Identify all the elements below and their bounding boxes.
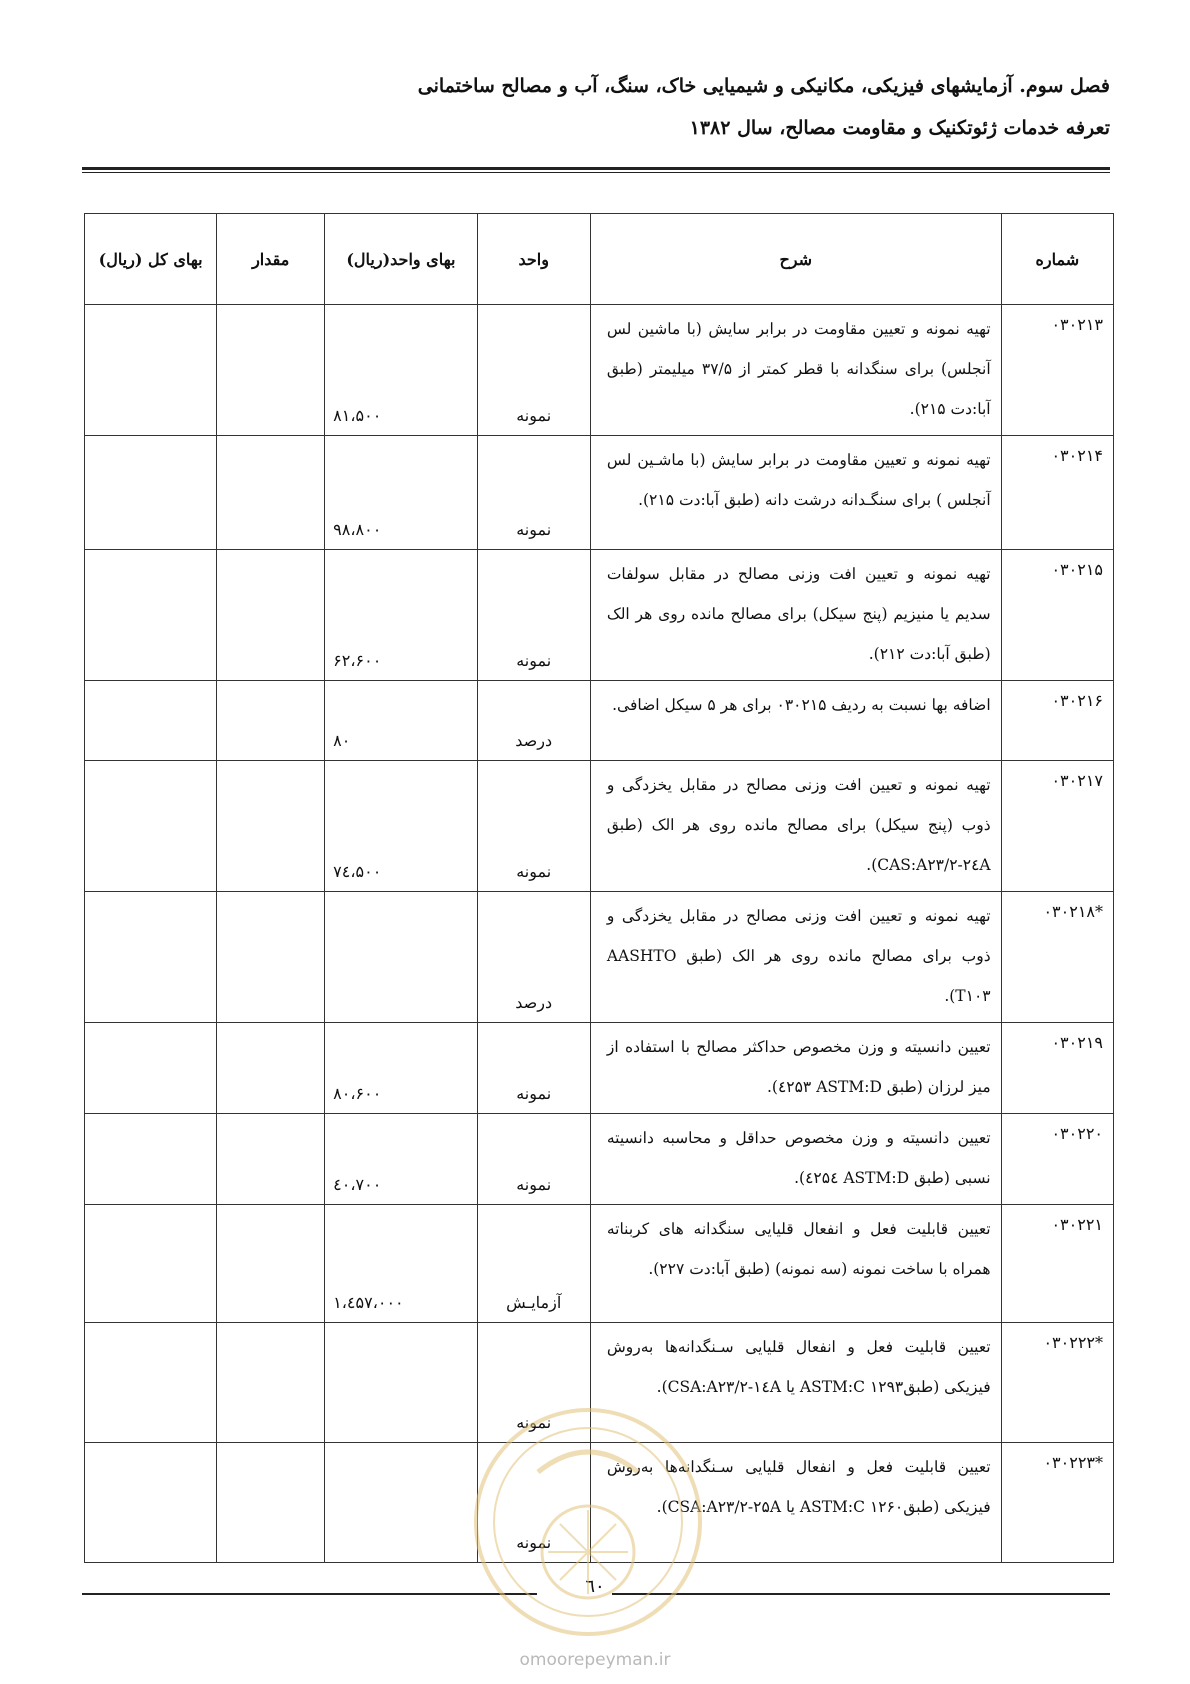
row-number: ۰۳۰۲۱۴ [1001,436,1113,550]
row-total [85,1114,217,1205]
table-row [85,436,1114,550]
row-total [85,436,217,550]
table-row [85,1205,1114,1323]
row-unit-price: ۸۰،۶۰۰ [325,1023,477,1114]
table-row [85,761,1114,892]
row-total [85,1443,217,1563]
row-quantity [217,681,325,761]
row-description: تعیین قابلیت فعل و انفعال قلیایی سنگدانه های کربناته همراه با ساخت نمونه (سه نمونه) (طبق آبا:دت ۲۲۷). [590,1205,1001,1323]
row-quantity [217,305,325,436]
row-unit-price: ٤۰،۷۰۰ [325,1114,477,1205]
row-description: تعیین دانسیته و وزن مخصوص حداقل و محاسبه دانسیته نسبی (طبق ASTM:D ٤۲۵٤). [590,1114,1001,1205]
table-row [85,892,1114,1023]
row-unit-price [325,892,477,1023]
row-description: تعیین قابلیت فعل و انفعال قلیایی سـنگدانه‌ها به‌روش فیزیکی (طبق۱۲۹۳ ASTM:C یا CSA:A۲۳/۲-۱٤A). [590,1323,1001,1443]
tariff-subtitle: تعرفه خدمات ژئوتکنیک و مقاومت مصالح، سال ۱۳۸۲ [689,117,1110,139]
row-number: *۰۳۰۲۲۲ [1001,1323,1113,1443]
table-row [85,1023,1114,1114]
row-quantity [217,1443,325,1563]
row-unit: نمونه [477,761,590,892]
row-unit-price: ۹۸،۸۰۰ [325,436,477,550]
table-row [85,1443,1114,1563]
row-quantity [217,1023,325,1114]
row-description: تهیه نمونه و تعیین افت وزنی مصالح در مقابل یخزدگی و ذوب برای مصالح مانده روی هر الک (طبق AASHTO T۱۰۳). [590,892,1001,1023]
row-number: ۰۳۰۲۱۳ [1001,305,1113,436]
table-row [85,1114,1114,1205]
footer-rule-left [82,1593,537,1595]
row-total [85,892,217,1023]
chapter-title: فصل سوم. آزمایشهای فیزیکی، مکانیکی و شیمیایی خاک، سنگ، آب و مصالح ساختمانی [417,75,1110,97]
row-unit-price [325,1323,477,1443]
row-unit-price: ۱،٤۵۷،۰۰۰ [325,1205,477,1323]
row-description: تهیه نمونه و تعیین افت وزنی مصالح در مقابل یخزدگی و ذوب (پنج سیکل) برای مصالح مانده روی هر الک (طبق CAS:A۲۳/۲-۲٤A). [590,761,1001,892]
row-number: *۰۳۰۲۲۳ [1001,1443,1113,1563]
header-rule [82,167,1110,173]
table-row [85,550,1114,681]
row-total [85,1023,217,1114]
col-header-unit: واحد [477,214,590,305]
row-quantity [217,1323,325,1443]
row-number: ۰۳۰۲۱۶ [1001,681,1113,761]
row-quantity [217,892,325,1023]
row-total [85,305,217,436]
row-description: تعیین دانسیته و وزن مخصوص حداکثر مصالح با استفاده از میز لرزان (طبق ASTM:D ٤۲۵۳). [590,1023,1001,1114]
col-header-unit-price: بهای واحد(ریال) [325,214,477,305]
row-number: ۰۳۰۲۱۷ [1001,761,1113,892]
footer-rule-right [612,1593,1110,1595]
page-number: ٦٠ [585,1576,605,1597]
col-header-total: بهای کل (ریال) [85,214,217,305]
row-total [85,681,217,761]
row-quantity [217,550,325,681]
row-total [85,1205,217,1323]
row-unit: نمونه [477,550,590,681]
row-number: ۰۳۰۲۱۹ [1001,1023,1113,1114]
row-number: ۰۳۰۲۲۱ [1001,1205,1113,1323]
row-description: تعیین قابلیت فعل و انفعال قلیایی سـنگدانه‌ها به‌روش فیزیکی (طبق۱۲۶۰ ASTM:C یا CSA:A۲۳/۲-۲۵A). [590,1443,1001,1563]
tariff-table [84,213,1114,1563]
table-row [85,681,1114,761]
row-quantity [217,1205,325,1323]
row-unit-price: ۸۰ [325,681,477,761]
row-quantity [217,436,325,550]
row-quantity [217,761,325,892]
row-unit-price [325,1443,477,1563]
col-header-description: شرح [590,214,1001,305]
row-number: *۰۳۰۲۱۸ [1001,892,1113,1023]
table-row [85,305,1114,436]
row-unit: نمونه [477,305,590,436]
page-header [80,68,1110,146]
table-row [85,1323,1114,1443]
row-unit: نمونه [477,1443,590,1563]
table-header-row [85,214,1114,305]
col-header-number: شماره [1001,214,1113,305]
row-unit-price: ۷٤،۵۰۰ [325,761,477,892]
row-unit: نمونه [477,1323,590,1443]
row-unit-price: ۸۱،۵۰۰ [325,305,477,436]
row-quantity [217,1114,325,1205]
row-unit: نمونه [477,1023,590,1114]
watermark-site: omoorepeyman.ir [519,1650,671,1670]
row-unit: نمونه [477,1114,590,1205]
row-description: تهیه نمونه و تعیین مقاومت در برابر سایش (با ماشین لس آنجلس) برای سنگدانه با قطر کمتر از ۳۷/۵ میلیمتر (طبق آبا:دت ۲۱۵). [590,305,1001,436]
row-description: اضافه بها نسبت به ردیف ۰۳۰۲۱۵ برای هر ۵ سیکل اضافی. [590,681,1001,761]
row-unit-price: ۶۲،۶۰۰ [325,550,477,681]
row-unit: درصد [477,681,590,761]
row-unit: نمونه [477,436,590,550]
row-total [85,550,217,681]
row-total [85,761,217,892]
row-description: تهیه نمونه و تعیین مقاومت در برابر سایش (با ماشـین لس آنجلس ) برای سنگـدانه درشت دانه (طبق آبا:دت ۲۱۵). [590,436,1001,550]
col-header-quantity: مقدار [217,214,325,305]
row-description: تهیه نمونه و تعیین افت وزنی مصالح در مقابل سولفات سدیم یا منیزیم (پنج سیکل) برای مصالح مانده روی هر الک (طبق آبا:دت ۲۱۲). [590,550,1001,681]
row-number: ۰۳۰۲۲۰ [1001,1114,1113,1205]
row-unit: آزمایـش [477,1205,590,1323]
row-number: ۰۳۰۲۱۵ [1001,550,1113,681]
row-unit: درصد [477,892,590,1023]
row-total [85,1323,217,1443]
